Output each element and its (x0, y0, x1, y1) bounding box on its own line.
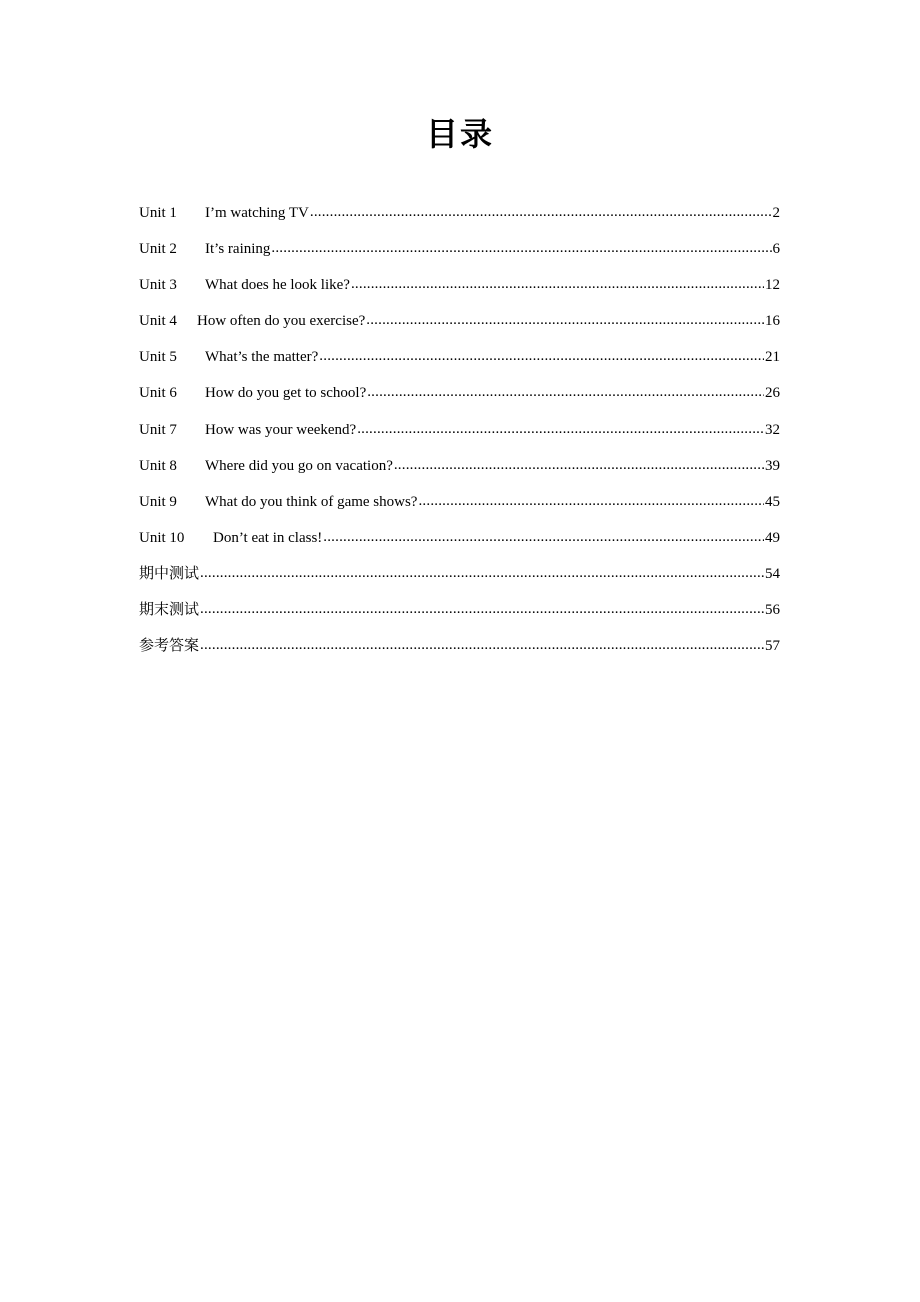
toc-unit-label: Unit 6 (139, 385, 177, 402)
toc-entry-title: It’s raining (205, 241, 271, 258)
dot-leader (366, 307, 764, 333)
toc-unit-label: Unit 8 (139, 457, 177, 474)
toc-entry-title: 期中测试 (139, 565, 200, 582)
toc-entry-title: How do you get to school? (205, 385, 367, 402)
toc-entry-unit-10[interactable] (139, 525, 780, 561)
toc-entry-title: How often do you exercise? (197, 313, 366, 330)
toc-entry-unit-1[interactable] (139, 200, 780, 236)
toc-unit-label: Unit 10 (139, 529, 185, 546)
toc-page-number: 39 (765, 457, 780, 474)
dot-leader (323, 524, 764, 550)
toc-entry-title: What do you think of game shows? (205, 493, 418, 510)
toc-entry-unit-4[interactable] (139, 308, 780, 344)
toc-entry-title: What’s the matter? (205, 349, 319, 366)
toc-entry-final-test[interactable] (139, 597, 780, 633)
dot-leader (200, 560, 764, 586)
toc-entry-title: I’m watching TV (205, 205, 309, 221)
toc-page-number: 49 (765, 529, 780, 546)
toc-entry-title: How was your weekend? (205, 421, 357, 438)
dot-leader (394, 452, 764, 478)
toc-entry-title: 期末测试 (139, 602, 200, 619)
page-title: 目录 (425, 116, 494, 152)
toc-unit-label: Unit 2 (139, 241, 177, 258)
dot-leader (418, 488, 764, 514)
toc-entry-unit-2[interactable] (139, 236, 780, 272)
toc-entry-unit-5[interactable] (139, 344, 780, 380)
toc-page-number: 12 (765, 277, 780, 294)
toc-unit-label: Unit 5 (139, 349, 177, 366)
toc-entry-title: What does he look like? (205, 277, 350, 294)
toc-page-number: 2 (772, 205, 780, 221)
toc-entry-title: 参考答案 (139, 638, 200, 655)
dot-leader (200, 632, 764, 658)
toc-page-number: 54 (765, 565, 780, 582)
toc-page-number: 56 (765, 602, 780, 619)
toc-unit-label: Unit 4 (139, 313, 177, 330)
dot-leader (200, 596, 764, 622)
toc-unit-label: Unit 9 (139, 493, 177, 510)
toc-entry-title: Don’t eat in class! (213, 529, 323, 546)
toc-entry-title: Where did you go on vacation? (205, 457, 393, 474)
toc-unit-label: Unit 3 (139, 277, 177, 294)
dot-leader (351, 271, 764, 297)
toc-page-number: 16 (765, 313, 780, 330)
toc-entry-unit-6[interactable] (139, 380, 780, 416)
toc-entry-midterm-test[interactable] (139, 561, 780, 597)
dot-leader (310, 199, 772, 225)
toc-unit-label: Unit 7 (139, 421, 177, 438)
toc-page-number: 21 (765, 349, 780, 366)
toc-page-number: 45 (765, 493, 780, 510)
toc-entry-unit-9[interactable] (139, 489, 780, 525)
toc-page-number: 57 (765, 638, 780, 655)
toc-page-number: 26 (765, 385, 780, 402)
toc-entry-unit-7[interactable] (139, 417, 780, 453)
dot-leader (367, 379, 764, 405)
toc-unit-label: Unit 1 (139, 205, 177, 221)
toc-page-number: 6 (772, 241, 780, 258)
dot-leader (319, 343, 764, 369)
table-of-contents (139, 200, 780, 669)
toc-entry-unit-8[interactable] (139, 453, 780, 489)
dot-leader (357, 416, 764, 442)
toc-entry-unit-3[interactable] (139, 272, 780, 308)
dot-leader (271, 235, 771, 261)
toc-page-number: 32 (765, 421, 780, 438)
toc-entry-answer-key[interactable] (139, 633, 780, 669)
